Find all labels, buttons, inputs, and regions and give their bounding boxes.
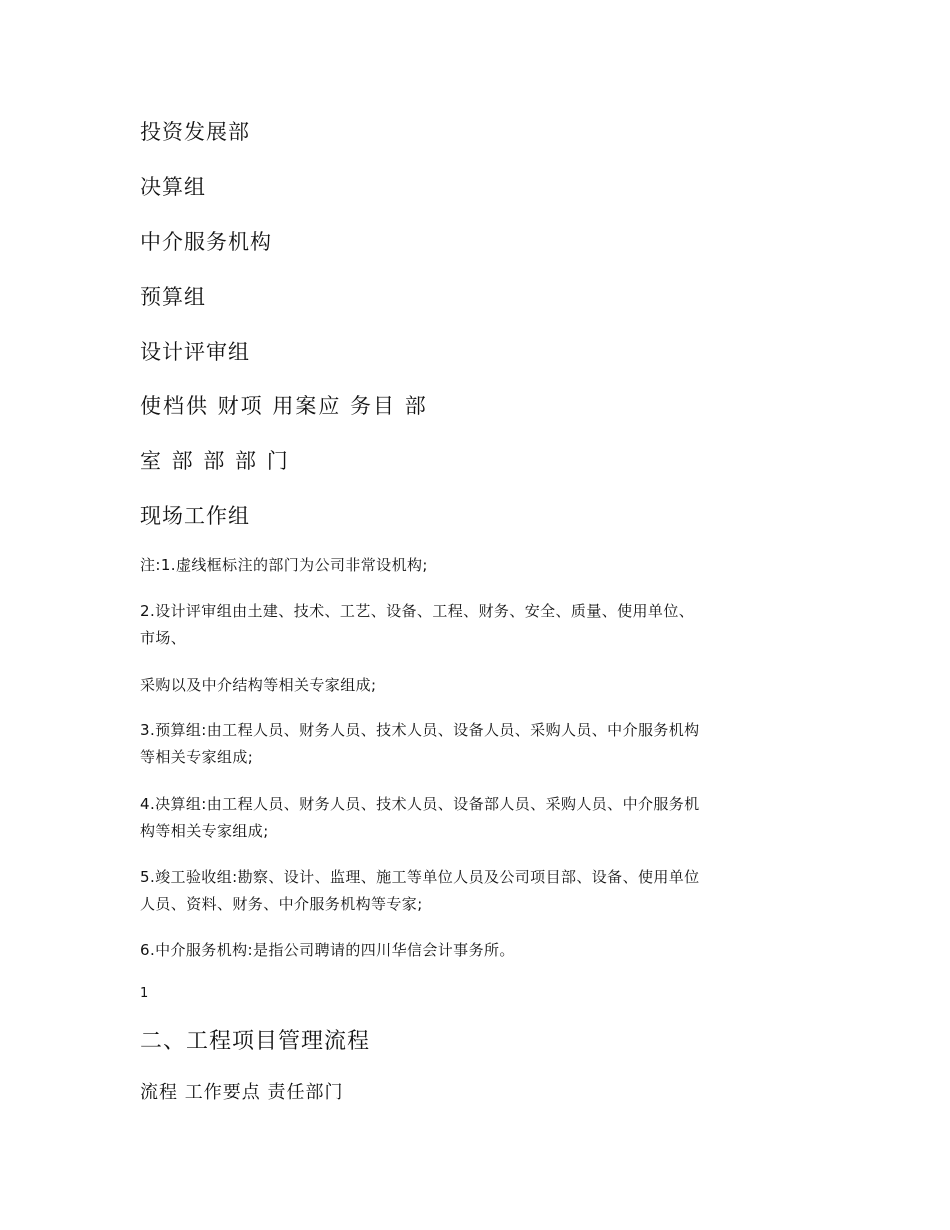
org-item-final-accounts-group: 决算组 — [140, 175, 206, 199]
note-6: 6.中介服务机构:是指公司聘请的四川华信会计事务所。 — [140, 941, 515, 959]
note-2-line-3: 采购以及中介结构等相关专家组成; — [140, 676, 377, 694]
note-3-line-2: 等相关专家组成; — [140, 748, 254, 766]
org-item-budget-group: 预算组 — [140, 285, 206, 309]
note-4-line-1: 4.决算组:由工程人员、财务人员、技术人员、设备部人员、采购人员、中介服务机 — [140, 795, 700, 813]
org-item-departments-row: 使档供 财项 用案应 务目 部 — [140, 394, 428, 418]
note-4-line-2: 构等相关专家组成; — [140, 822, 269, 840]
note-3-line-1: 3.预算组:由工程人员、财务人员、技术人员、设备人员、采购人员、中介服务机构 — [140, 721, 700, 739]
document-page — [140, 0, 810, 1230]
section-title: 二、工程项目管理流程 — [140, 1029, 371, 1054]
page-number: 1 — [140, 986, 149, 1001]
org-item-design-review-group: 设计评审组 — [140, 340, 250, 364]
note-5-line-1: 5.竣工验收组:勘察、设计、监理、施工等单位人员及公司项目部、设备、使用单位 — [140, 868, 700, 886]
note-2-line-2: 市场、 — [140, 629, 187, 647]
org-item-site-work-group: 现场工作组 — [140, 504, 250, 528]
org-item-departments-suffix-row: 室 部 部 部 门 — [140, 449, 290, 473]
org-item-intermediary-agency: 中介服务机构 — [140, 230, 272, 254]
note-5-line-2: 人员、资料、财务、中介服务机构等专家; — [140, 895, 423, 913]
org-item-investment-dept: 投资发展部 — [140, 120, 250, 144]
table-header-row: 流程 工作要点 责任部门 — [140, 1082, 344, 1103]
note-1: 注:1.虚线框标注的部门为公司非常设机构; — [140, 556, 428, 574]
note-2-line-1: 2.设计评审组由土建、技术、工艺、设备、工程、财务、安全、质量、使用单位、 — [140, 602, 695, 620]
